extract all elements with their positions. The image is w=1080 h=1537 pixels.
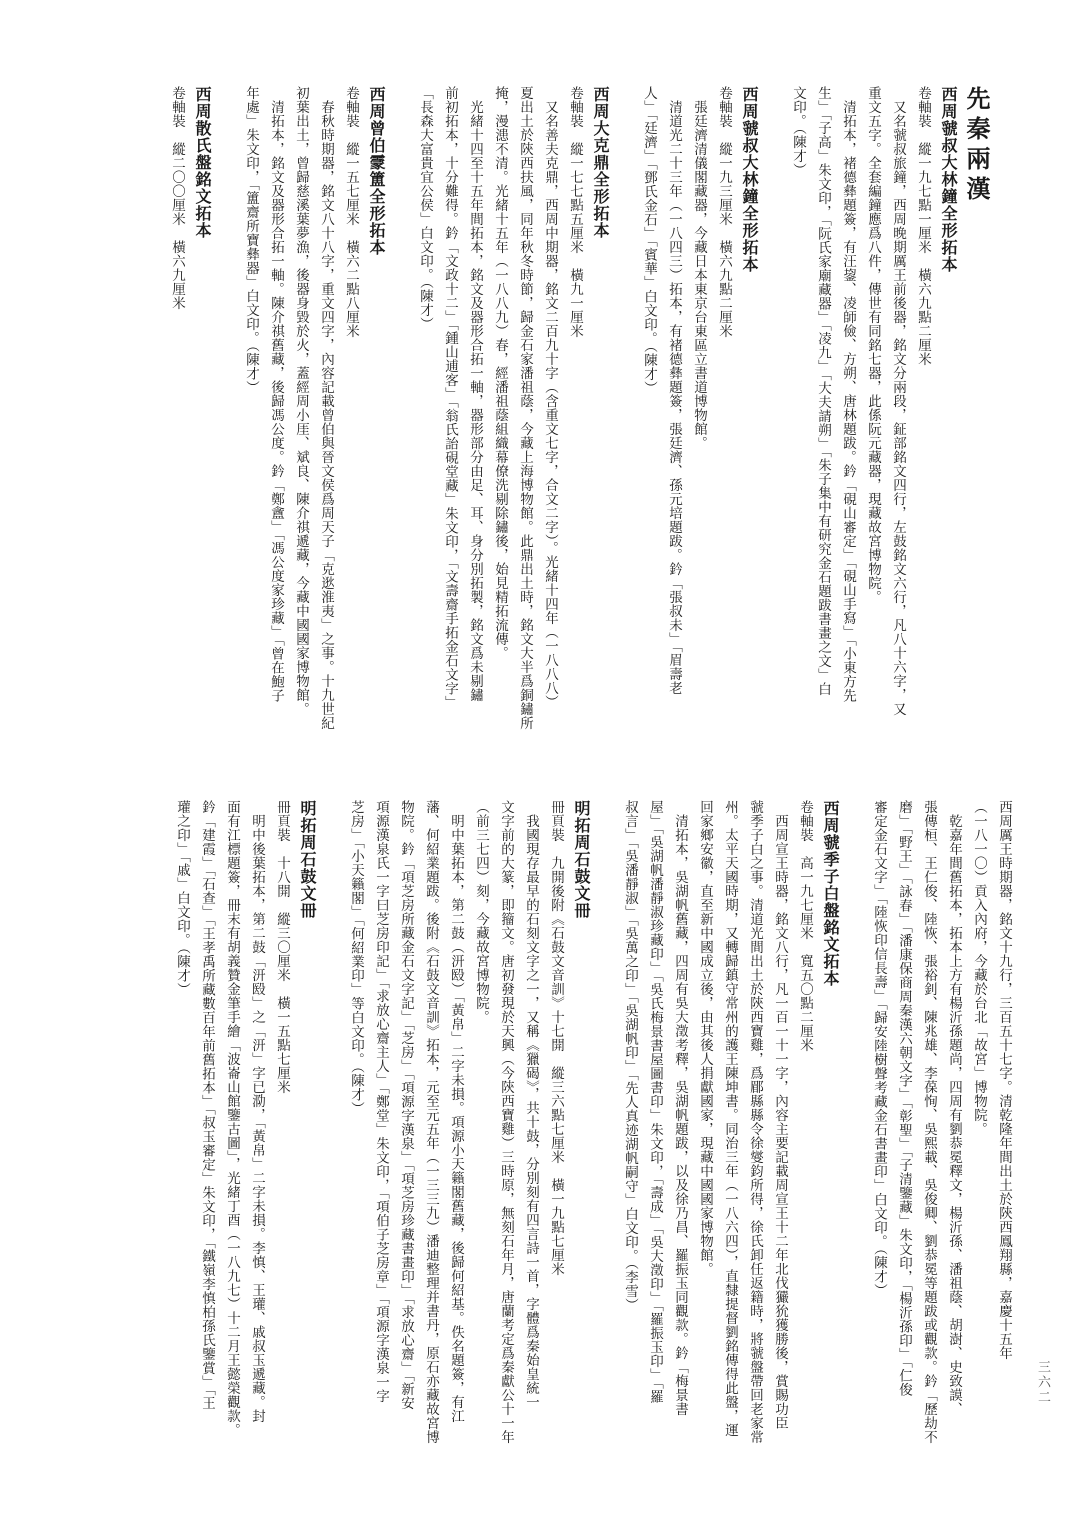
- entry-text-line: 西周宣王時器，銘文八行，凡一百一十一字，內容主要記載周宣王十二年北伐玁狁獲勝後，賞賜功臣: [772, 813, 788, 1430]
- catalog-entry: [866, 800, 1016, 1460]
- catalog-entry: [617, 800, 844, 1460]
- entry-text-line: 卷軸裝 縱一七七點五厘米 橫九一厘米: [567, 86, 583, 338]
- entry-text-line: 我國現存最早的石刻文字之一，又稱《獵碣》，共十鼓，分別刻有四言詩一首，字體爲秦始皇統一: [523, 813, 539, 1409]
- entry-text-line: 春秋時期器，銘文八十八字，重文四字，內容記載曾伯與晉文侯爲周天子「克逖淮夷」之事。十九世紀: [318, 99, 334, 730]
- catalog-entry: [169, 800, 321, 1460]
- catalog-entry: [636, 86, 763, 792]
- entry-text-line: 卷軸裝 縱二〇〇厘米 橫六九厘米: [169, 86, 185, 310]
- catalog-entry: [785, 86, 962, 792]
- entry-text-line: 文印。（陳才）: [790, 86, 806, 178]
- page-number: 三六二: [1035, 1360, 1050, 1405]
- entry-text-line: 回家鄉安徽，直至新中國成立後，由其後人捐獻國家，現藏中國國家博物館。: [697, 800, 713, 1276]
- entry-text-line: 乾嘉年間舊拓本，拓本上方有楊沂孫題尚，四周有劉恭冕釋文，楊沂孫、潘祖蔭、胡澍、史致謨、: [946, 813, 962, 1416]
- entry-text-line: 前初拓本，十分難得。鈐「文政十二」「鍾山逋客」「翁氏詒硯堂藏」朱文印，「文壽齋手拓金石文字」: [442, 86, 458, 710]
- entry-text-line: 鈐「建霞」「石查」「王孝禹所藏數百年前舊拓本」「叔玉審定」朱文印，「鐵嶺李慎柏孫氏鑒賞」「王: [199, 800, 215, 1411]
- entry-title: 西周虢叔大林鐘全形拓本: [939, 86, 958, 273]
- entry-text-line: 卷軸裝 縱一九七點一厘米 橫六九點二厘米: [915, 86, 931, 366]
- entry-text-line: （前三七四）刻，今藏故宮博物院。: [473, 800, 489, 1024]
- entry-title: 西周曾伯霥簠全形拓本: [367, 86, 386, 256]
- entry-text-line: 初葉出土，曾歸慈溪葉夢漁，後器身毀於火，蓋經周小厓、斌良、陳介祺遞藏，今藏中國國家博物館。: [293, 86, 309, 716]
- entry-text-line: 掩，漫漶不清。光緒十五年（一八八九）春，經潘祖蔭組織幕僚洗剔除鏽後，始見精拓流傳。: [492, 86, 508, 660]
- entry-text-line: 屋」「吳湖帆潘靜淑珍藏印」「吳氏梅景書屋圖書印」朱文印，「壽成」「吳大澂印」「羅振玉印」「羅: [647, 800, 663, 1404]
- entry-text-line: 面有江標題簽，冊末有胡義贊金筆手繪「波崙山館鑒古圖」，光緒丁酉（一八九七）十二月王懿榮觀款。: [224, 800, 240, 1438]
- entry-text-line: 瓘之印」「戚」白文印。（陳才）: [174, 800, 190, 997]
- entry-text-line: 磨」「野王」「詠春」「潘康保商周秦漢六朝文字」「彰聖」「子清鑒藏」朱文印，「楊沂孫印」「仁俊: [896, 800, 912, 1397]
- entry-text-line: 夏出土於陝西扶風，同年秋冬時節，歸金石家潘祖蔭，今藏上海博物館。此鼎出土時，銘文大半爲銅鏽所: [517, 86, 533, 730]
- catalog-entry: [164, 86, 216, 792]
- entry-text-line: 冊頁裝 九開後附《石鼓文音訓》十七開 縱三六點七厘米 橫一九點七厘米: [548, 800, 564, 1276]
- entry-text-line: 文字前的大篆，即籀文。唐初發現於天興（今陝西寶雞）三時原，無刻石年月，唐蘭考定爲秦獻公十一年: [498, 800, 514, 1444]
- entry-text-line: 又名善夫克鼎，西周中期器，銘文二百九十字（含重文七字，合文二字）。光緒十四年（一八八八）: [542, 99, 558, 709]
- entry-text-line: 清拓本，吳湖帆舊藏，四周有吳大澂考釋，吳湖帆題跋，以及徐乃昌、羅振玉同觀款。鈐「梅景書: [672, 813, 688, 1416]
- entry-title: 西周虢季子白盤銘文拓本: [821, 800, 840, 987]
- catalog-entry: [412, 86, 614, 792]
- entry-title: 明拓周石鼓文冊: [572, 800, 591, 919]
- entry-text-line: 生」「子高」朱文印，「阮氏家廟藏器」「凌九」「大夫請朔」「朱子集中有研究金石題跋書畫之文」白: [815, 86, 831, 697]
- entry-text-line: 卷軸裝 高一九七厘米 寬五〇點二厘米: [797, 800, 813, 1052]
- entry-text-line: 卷軸裝 縱一九三厘米 橫六九點二厘米: [716, 86, 732, 338]
- entry-text-line: 審定金石文字」「陸恢印信長壽」「歸安陸樹聲考藏金石書畫印」白文印。（陳才）: [871, 800, 887, 1298]
- upper-text-block: [82, 86, 962, 792]
- entry-text-line: 清拓本，褚德彝題簽，有汪鋆、凌師儉、方朔、唐林題跋。鈐「硯山審定」「硯山手寫」「小東方先: [840, 99, 856, 702]
- entry-text-line: 清拓本，銘文及器形合拓一軸。陳介祺舊藏，後歸馮公度。鈐「鄭盦」「馮公度家珍藏」「曾在鮑子: [268, 99, 284, 702]
- entry-text-line: 芝房」「小天籟閣」「何紹業印」等白文印。（陳才）: [348, 800, 364, 1116]
- entry-text-line: 州。太平天國時期，又轉歸鎮守常州的護王陳坤書。同治三年（一八六四），直隸提督劉銘傳得此盤，運: [722, 800, 738, 1438]
- entry-text-line: 卷軸裝 縱一五七厘米 橫六二點八厘米: [343, 86, 359, 338]
- entry-title: 西周大克鼎全形拓本: [591, 86, 610, 239]
- entry-text-line: （一八一〇）貢入內府，今藏於台北「故宮」博物院。: [971, 800, 987, 1136]
- entry-text-line: 人」「廷濟」「鄧氏金石」「賓華」白文印。（陳才）: [641, 86, 657, 395]
- entry-text-line: 又名虢叔旅鐘，西周晚期厲王前後器，銘文分兩段，鉦部銘文四行，左鼓銘文六行，凡八十六字，又: [890, 99, 906, 716]
- entry-text-line: 明中葉拓本，第二鼓（汧殹）「黃帛」二字未損。項源小天籟閣舊藏，後歸何紹基。佚名題簽，有江: [448, 813, 464, 1423]
- entry-text-line: 物院。鈐「項芝房所藏金石文字記」「芝房」「項源字漢泉」「項芝房珍藏書畫印」「求放心齋」「新安: [398, 800, 414, 1411]
- section-heading: 先秦兩漢: [962, 86, 991, 206]
- catalog-entry: [238, 86, 390, 792]
- entry-text-line: 「長森大富貴宜公侯」白文印。（陳才）: [417, 86, 433, 332]
- entry-title: 明拓周石鼓文冊: [298, 800, 317, 919]
- entry-text-line: 項源漢泉氏一字曰芝房印記」「求放心齋主人」「鄭堂」朱文印，「項伯子芝房章」「項源字漢泉一字: [373, 800, 389, 1403]
- entry-title: 西周散氏盤銘文拓本: [193, 86, 212, 239]
- entry-text-line: 叔言」「吳潘靜淑」「吳萬之印」「吳湖帆印」「先人真迹湖帆嗣守」白文印。（李雪）: [622, 800, 638, 1313]
- entry-text-line: 張傳桓、王仁俊、陸恢、張裕釗、陳兆雄、李葆恂、吳熙載、吳俊卿、劉恭冕等題跋或觀款。鈐「歷劫不: [921, 800, 937, 1444]
- lower-text-block: [66, 800, 1016, 1460]
- catalog-entry: [343, 800, 595, 1460]
- entry-text-line: 清道光二十三年（一八四三）拓本，有褚德彝題簽，張廷濟、孫元培題跋。鈐「張叔未」「眉壽老: [666, 99, 682, 695]
- entry-text-line: 西周厲王時期器，銘文十九行，三百五十七字。清乾隆年間出土於陝西鳳翔縣，嘉慶十五年: [996, 800, 1012, 1360]
- entry-text-line: 虢季子白之事。清道光間出土於陝西寶雞，爲郿縣縣令徐燮鈞所得，徐氏卸任返籍時，將虢盤帶回老家常: [747, 800, 763, 1444]
- entry-text-line: 重文五字。全套編鐘應爲八件，傳世有同銘七器，此係阮元藏器，現藏故宮博物院。: [865, 86, 881, 604]
- entry-text-line: 光緒十四至十五年間拓本，銘文及器形合拓一軸，器形部分由足、耳、身分別拓製，銘文爲未剔鏽: [467, 99, 483, 702]
- entry-text-line: 年處」朱文印，「簠齋所寶彝器」白文印。（陳才）: [243, 86, 259, 395]
- entry-text-line: 冊頁裝 十八開 縱三〇厘米 橫一五點七厘米: [274, 800, 290, 1094]
- entry-title: 西周虢叔大林鐘全形拓本: [740, 86, 759, 273]
- entry-text-line: 藩、何紹業題跋。後附《石鼓文音訓》拓本，元至元五年（一三三九）潘迪整理并書丹，原石亦藏故宮博: [423, 800, 439, 1444]
- entry-text-line: 張廷濟清儀閣藏器，今藏日本東京台東區立書道博物館。: [691, 99, 707, 450]
- entry-text-line: 明中後葉拓本，第二鼓「汧殹」之「汧」字已泐，「黃帛」二字未損。李慎、王瓘、戚叔玉遞藏。封: [249, 813, 265, 1423]
